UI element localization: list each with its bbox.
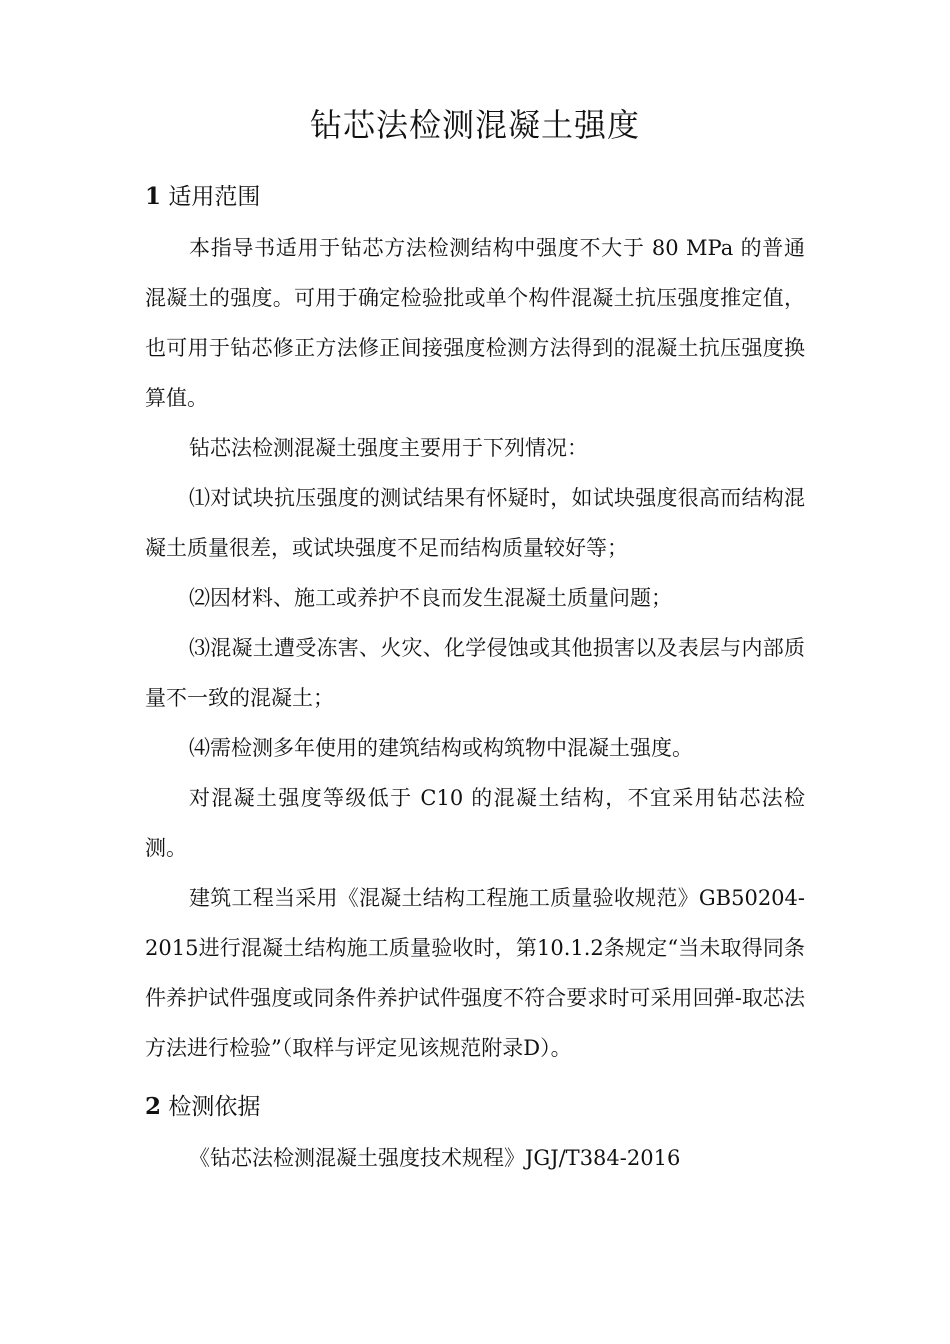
- section-heading: [145, 1081, 805, 1133]
- section-heading-text: 检测依据: [168, 1094, 261, 1120]
- section-number: 2: [145, 1093, 162, 1120]
- section-heading: [145, 171, 805, 223]
- section-number: 1: [145, 183, 162, 210]
- section-heading-text: 适用范围: [168, 184, 261, 210]
- section-scope: [145, 171, 805, 1073]
- list-item: ⑴对试块抗压强度的测试结果有怀疑时，如试块强度很高而结构混凝土质量很差，或试块强度不足而结构质量较好等；: [145, 486, 805, 560]
- section-spacer: [145, 1073, 805, 1081]
- document-title: 钻芯法检测混凝土强度: [309, 106, 640, 144]
- paragraph: 钻芯法检测混凝土强度主要用于下列情况：: [189, 436, 588, 460]
- paragraph: 《钻芯法检测混凝土强度技术规程》JGJ/T384-2016: [189, 1146, 681, 1170]
- list-item: ⑷需检测多年使用的建筑结构或构筑物中混凝土强度。: [189, 736, 693, 760]
- list-item: ⑵因材料、施工或养护不良而发生混凝土质量问题；: [189, 586, 672, 610]
- list-item: ⑶混凝土遭受冻害、火灾、化学侵蚀或其他损害以及表层与内部质量不一致的混凝土；: [145, 636, 805, 710]
- section-basis: [145, 1081, 805, 1183]
- paragraph: 本指导书适用于钻芯方法检测结构中强度不大于 80 MPa 的普通混凝土的强度。可用于确定检验批或单个构件混凝土抗压强度推定值，也可用于钻芯修正方法修正间接强度检测方法得到的混凝土抗压强度换算值。: [145, 236, 805, 410]
- document-page: [145, 95, 805, 1183]
- paragraph: 建筑工程当采用《混凝土结构工程施工质量验收规范》GB50204-2015进行混凝土结构施工质量验收时，第10.1.2条规定“当未取得同条件养护试件强度或同条件养护试件强度不符合要求时可采用回弹-取芯法方法进行检验”（取样与评定见该规范附录D）。: [145, 886, 805, 1060]
- paragraph: 对混凝土强度等级低于 C10 的混凝土结构，不宜采用钻芯法检测。: [145, 786, 805, 860]
